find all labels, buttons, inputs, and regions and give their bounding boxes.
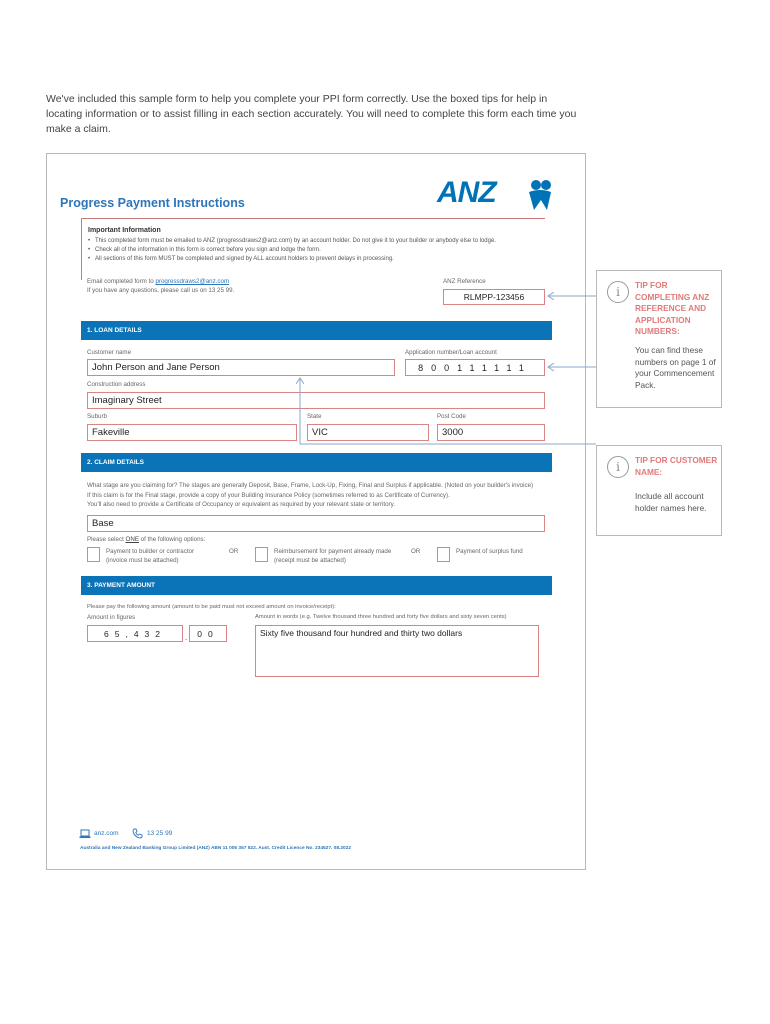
customer-name-label: Customer name (87, 349, 132, 356)
option-surplus-label: Payment of surplus fund (456, 548, 523, 555)
construction-address-label: Construction address (87, 381, 146, 388)
final-stage-note: If this claim is for the Final stage, provide a copy of your Building Insurance Policy (sometimes referred to as Certificate of Currency). (87, 492, 450, 499)
decimal-point: . (185, 633, 188, 642)
tip-customer-name (596, 445, 722, 536)
construction-address-field[interactable]: Imaginary Street (87, 392, 545, 409)
amount-figures-label: Amount in figures (87, 614, 136, 621)
anz-logo-icon (525, 178, 555, 212)
tip-title: TIP FOR CUSTOMER NAME: (635, 455, 718, 477)
email-instruction: Email completed form to progressdraws2@anz.com (87, 278, 230, 285)
occupancy-note: You'll also need to provide a Certificate of Occupancy or equivalent as required by your relevant state or territory. (87, 501, 395, 508)
important-title: Important Information (88, 227, 161, 234)
option-reimbursement-label: Reimbursement for payment already made (receipt must be attached) (274, 548, 392, 564)
amount-words-field[interactable]: Sixty five thousand four hundred and thirty two dollars (255, 625, 539, 677)
info-icon: i (607, 281, 629, 303)
tip-body: You can find these numbers on page 1 of your Commencement Pack. (635, 345, 716, 390)
application-number-label: Application number/Loan account (405, 349, 497, 356)
option-reimbursement-checkbox[interactable] (255, 547, 268, 562)
anz-reference-field[interactable]: RLMPP-123456 (443, 289, 545, 305)
laptop-icon (79, 829, 91, 839)
phone-icon (132, 828, 143, 839)
claim-details-header: 2. CLAIM DETAILS (81, 453, 552, 472)
suburb-field[interactable]: Fakeville (87, 424, 297, 441)
anz-logo (437, 178, 555, 212)
footer-website[interactable]: anz.com (94, 830, 119, 837)
select-option-text: Please select ONE of the following options: (87, 536, 206, 543)
tip-reference-numbers (596, 270, 722, 408)
option-surplus-checkbox[interactable] (437, 547, 450, 562)
or-separator: OR (411, 548, 421, 555)
footer-phone[interactable]: 13 25 99 (147, 830, 173, 837)
anz-logo-text: ANZ (437, 176, 496, 209)
payment-instruction: Please pay the following amount (amount to be paid must not exceed amount on invoice/receipt): (87, 604, 336, 610)
tip-body: Include all account holder names here. (635, 491, 707, 513)
claim-stage-field[interactable]: Base (87, 515, 545, 532)
loan-details-header: 1. LOAN DETAILS (81, 321, 552, 340)
tip-title: TIP FOR COMPLETING ANZ REFERENCE AND APPLICATION NUMBERS: (635, 280, 710, 337)
suburb-label: Suburb (87, 413, 107, 420)
footer-legal: Australia and New Zealand Banking Group Limited (ANZ) ABN 11 005 357 522. Aust. Credit Licence No. 234527. 08.2022 (80, 846, 352, 851)
option-builder-label: Payment to builder or contractor (invoice must be attached) (106, 548, 195, 564)
application-number-field[interactable]: 800111111 (405, 359, 545, 376)
postcode-label: Post Code (437, 413, 466, 420)
ppi-form (46, 153, 586, 870)
questions-text: If you have any questions, please call us on 13 25 99. (87, 287, 235, 294)
important-bullets (88, 237, 538, 264)
form-title: Progress Payment Instructions (60, 196, 245, 210)
claim-stage-question: What stage are you claiming for? The stages are generally Deposit, Base, Frame, Lock-Up, Fixing, Final and Surplus if applicable. (Noted on your builder's invoice) (87, 482, 534, 489)
important-bullet: • This completed form must be emailed to ANZ (progressdraws2@anz.com) by an account holder. Do not give it to your builder or anybody else to lodge. (88, 237, 538, 246)
or-separator: OR (229, 548, 239, 555)
important-bullet: • All sections of this form MUST be completed and signed by ALL account holders to prevent delays in processing. (88, 255, 538, 264)
amount-cents-field[interactable]: 00 (189, 625, 227, 642)
intro-text: We've included this sample form to help you complete your PPI form correctly. Use the boxed tips for help in locating information or to assist filling in each section accurately. You will need to complete this form each time you make a claim. (46, 93, 577, 136)
info-icon: i (607, 456, 629, 478)
postcode-field[interactable]: 3000 (437, 424, 545, 441)
anz-reference-label: ANZ Reference (443, 278, 486, 285)
payment-amount-header: 3. PAYMENT AMOUNT (81, 576, 552, 595)
customer-name-field[interactable]: John Person and Jane Person (87, 359, 395, 376)
state-field[interactable]: VIC (307, 424, 429, 441)
amount-dollars-field[interactable]: 65,432 (87, 625, 183, 642)
email-link[interactable]: progressdraws2@anz.com (155, 278, 230, 285)
option-builder-checkbox[interactable] (87, 547, 100, 562)
amount-words-label: Amount in words (e.g. Twelve thousand three hundred and forty five dollars and sixty seven cents) (255, 614, 507, 620)
state-label: State (307, 413, 322, 420)
important-bullet: • Check all of the information in this form is correct before you sign and lodge the form. (88, 246, 538, 255)
important-information (81, 218, 545, 280)
